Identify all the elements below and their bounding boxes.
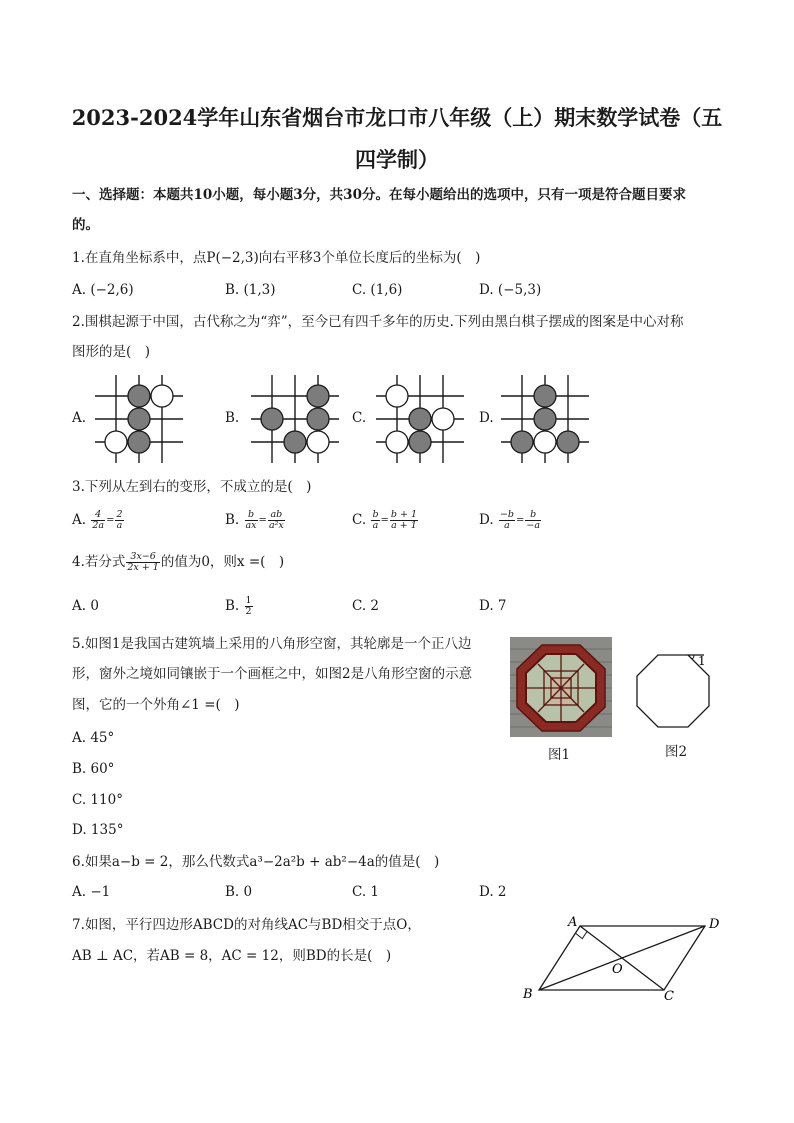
- q7-stem-cont: AB ⊥ AC，若AB = 8，AC = 12，则BD的长是( ): [72, 948, 392, 964]
- octagon-window-photo: [510, 637, 612, 737]
- fraction: [499, 510, 515, 531]
- q5-stem-cont2: 图，它的一个外角∠1 =( ): [72, 697, 240, 713]
- q3-label-d: D.: [479, 512, 494, 528]
- go-pattern-a: [90, 370, 188, 468]
- q4-option-a: A. 0: [72, 598, 99, 614]
- numerator: 1: [245, 595, 252, 606]
- page-title-line1: 2023-2024学年山东省烟台市龙口市八年级（上）期末数学试卷（五: [71, 105, 723, 130]
- q6-option-d: D. 2: [479, 884, 507, 900]
- go-pattern-b: [246, 370, 344, 468]
- q3-option-c: [352, 510, 419, 531]
- q4-option-c: C. 2: [352, 598, 380, 614]
- angle-1-label: 1: [698, 654, 706, 668]
- denominator: a + 1: [391, 520, 417, 531]
- fraction: [371, 510, 379, 531]
- fraction: [126, 552, 159, 573]
- q3-label-a: A.: [72, 512, 87, 528]
- denominator: ax: [245, 520, 257, 531]
- point-o-label: O: [612, 962, 623, 977]
- q6-stem: 6.如果a−b = 2，那么代数式a³−2a²b + ab²−4a的值是( ): [72, 854, 440, 870]
- q2-label-d: D.: [479, 410, 494, 426]
- q2-stem-cont: 图形的是( ): [72, 344, 151, 360]
- denominator: −a: [526, 520, 540, 531]
- octagon-diagram: [628, 650, 718, 740]
- q3-option-d: [479, 510, 542, 531]
- q3-option-a: [72, 510, 125, 531]
- q6-option-a: A. −1: [72, 884, 111, 900]
- go-pattern-c: [371, 370, 469, 468]
- q6-option-c: C. 1: [352, 884, 380, 900]
- q5-stem-cont: 形，窗外之境如同镶嵌于一个画框之中，如图2是八角形空窗的示意: [72, 666, 473, 682]
- numerator: b: [525, 510, 541, 521]
- denominator: 2: [245, 606, 252, 617]
- q1-option-d: D. (−5,3): [479, 282, 542, 298]
- q1-option-a: A. (−2,6): [72, 282, 134, 298]
- q2-label-c: C.: [352, 410, 367, 426]
- q3-label-c: C.: [352, 512, 367, 528]
- fig1-caption: 图1: [548, 747, 571, 763]
- denominator: a: [116, 520, 123, 531]
- denominator: 2a: [92, 520, 105, 531]
- q5-option-d: D. 135°: [72, 822, 124, 838]
- point-d-label: D: [709, 917, 720, 932]
- equals-sign: =: [380, 515, 389, 526]
- page-title-line2: 四学制）: [355, 147, 439, 172]
- q2-label-a: A.: [72, 410, 87, 426]
- q4-option-b: [225, 596, 254, 617]
- parallelogram-diagram: [515, 912, 730, 1004]
- section-header: 一、选择题：本题共10小题，每小题3分，共30分。在每小题给出的选项中，只有一项是符合题目要求: [72, 187, 686, 203]
- q6-option-b: B. 0: [225, 884, 253, 900]
- go-pattern-d: [496, 370, 594, 468]
- q3-option-b: [225, 510, 286, 531]
- q5-option-c: C. 110°: [72, 792, 123, 808]
- numerator: 2: [116, 509, 123, 520]
- q4-label-b: B.: [225, 598, 240, 614]
- q1-stem: 1.在直角坐标系中，点P(−2,3)向右平移3个单位长度后的坐标为( ): [72, 250, 481, 266]
- q5-option-b: B. 60°: [72, 761, 115, 777]
- denominator: a: [504, 520, 510, 531]
- equals-sign: =: [106, 515, 115, 526]
- q5-stem: 5.如图1是我国古建筑墙上采用的八角形空窗，其轮廓是一个正八边: [72, 636, 472, 652]
- q2-stem: 2.围棋起源于中国，古代称之为“弈”，至今已有四千多年的历史.下列由黑白棋子摆成的图案是中心对称: [72, 314, 684, 330]
- q2-label-b: B.: [225, 410, 240, 426]
- q4-stem-post: 的值为0，则x =( ): [160, 554, 285, 570]
- fraction: [525, 510, 541, 531]
- fraction: [268, 510, 285, 531]
- q3-label-b: B.: [225, 512, 240, 528]
- fraction: [245, 596, 253, 617]
- point-a-label: A: [568, 915, 578, 930]
- denominator: 2x + 1: [127, 562, 159, 573]
- q4-stem-pre: 4.若分式: [72, 554, 126, 570]
- fraction: [115, 510, 123, 531]
- q3-stem: 3.下列从左到右的变形，不成立的是( ): [72, 479, 312, 495]
- equals-sign: =: [258, 515, 267, 526]
- numerator: ab: [268, 510, 285, 521]
- q4-stem: [72, 552, 284, 573]
- q4-option-d: D. 7: [479, 598, 507, 614]
- denominator: a²x: [268, 520, 284, 531]
- equals-sign: =: [515, 515, 525, 526]
- numerator: b: [372, 509, 379, 520]
- numerator: b: [245, 510, 258, 521]
- point-b-label: B: [523, 987, 533, 1002]
- denominator: a: [372, 520, 379, 531]
- q1-option-b: B. (1,3): [225, 282, 276, 298]
- numerator: −b: [499, 509, 514, 520]
- fraction: [390, 510, 418, 531]
- numerator: 4: [91, 510, 105, 521]
- q1-option-c: C. (1,6): [352, 282, 403, 298]
- fraction: [245, 510, 258, 531]
- q7-stem: 7.如图，平行四边形ABCD的对角线AC与BD相交于点O，: [72, 917, 421, 933]
- point-c-label: C: [664, 989, 674, 1004]
- numerator: 3x−6: [126, 552, 159, 563]
- fig2-caption: 图2: [665, 744, 688, 760]
- q5-option-a: A. 45°: [72, 730, 115, 746]
- numerator: b + 1: [390, 509, 418, 520]
- fraction: [91, 510, 105, 531]
- section-header-cont: 的。: [72, 217, 99, 233]
